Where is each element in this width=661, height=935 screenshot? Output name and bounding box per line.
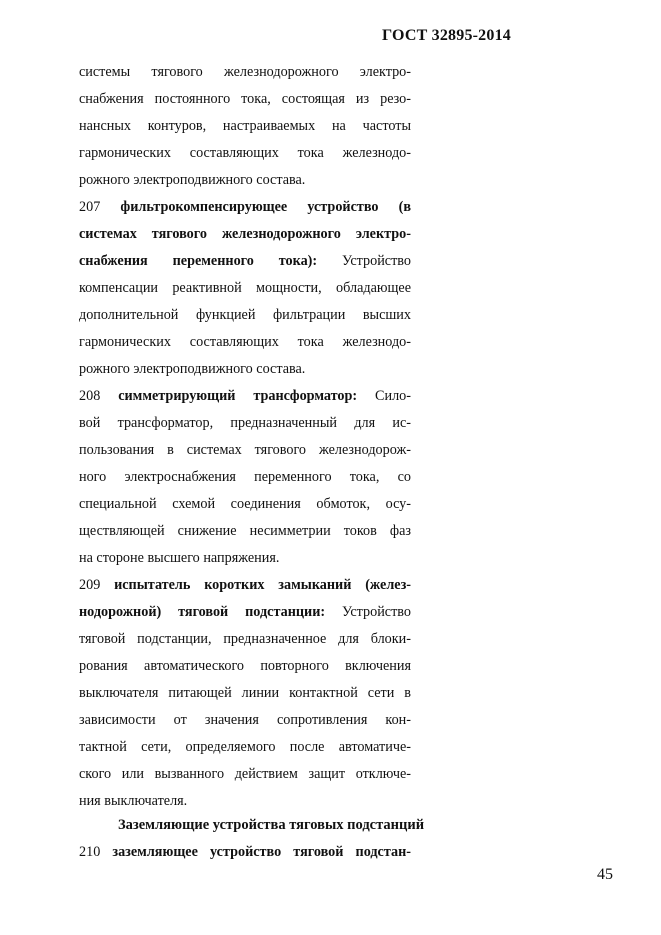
text-line: нансных контуров, настраиваемых на частоты xyxy=(79,118,411,134)
term-name: фильтрокомпенсирующее устройство (в xyxy=(120,199,411,215)
term-number: 210 xyxy=(79,844,101,860)
text-line: ния выключателя. xyxy=(79,793,188,809)
term-name: нодорожной) тяговой подстанции: xyxy=(79,604,326,620)
term-number: 209 xyxy=(79,577,101,593)
text-line: гармонических составляющих тока железнодо- xyxy=(79,334,411,350)
text-line: вой трансформатор, предназначенный для ис- xyxy=(79,415,411,431)
term-definition: Устройство xyxy=(325,604,412,620)
text-line: на стороне высшего напряжения. xyxy=(79,550,280,566)
text-line: пользования в системах тягового железнодорож- xyxy=(79,442,411,458)
term-entry-207 xyxy=(79,197,411,217)
term-name: системах тягового железнодорожного электро- xyxy=(79,226,411,242)
term-entry-210 xyxy=(79,842,411,862)
text-line: ществляющей снижение несимметрии токов фаз xyxy=(79,523,411,539)
term-number: 207 xyxy=(79,199,101,215)
text-line: рования автоматического повторного включения xyxy=(79,658,411,674)
section-subheading: Заземляющие устройства тяговых подстанций xyxy=(118,817,425,833)
text-line: специальной схемой соединения обмоток, осу- xyxy=(79,496,411,512)
page-number: 45 xyxy=(597,866,613,883)
text-line: системы тягового железнодорожного электро- xyxy=(79,64,411,80)
text-line: ного электроснабжения переменного тока, со xyxy=(79,469,411,485)
text-line: гармонических составляющих тока железнодо- xyxy=(79,145,411,161)
text-line: зависимости от значения сопротивления кон- xyxy=(79,712,411,728)
text-line: выключателя питающей линии контактной сети в xyxy=(79,685,411,701)
term-entry-208 xyxy=(79,386,411,406)
term-number: 208 xyxy=(79,388,101,404)
term-name: симметрирующий трансформатор: xyxy=(118,388,358,404)
term-name: испытатель коротких замыканий (желез- xyxy=(114,577,411,593)
term-entry-209 xyxy=(79,575,411,595)
text-line: тактной сети, определяемого после автоматиче- xyxy=(79,739,411,755)
text-line: рожного электроподвижного состава. xyxy=(79,172,306,188)
term-name: снабжения переменного тока): xyxy=(79,253,318,269)
text-line: тяговой подстанции, предназначенное для блоки- xyxy=(79,631,411,647)
term-definition: Сило- xyxy=(357,388,411,404)
text-line: снабжения постоянного тока, состоящая из резо- xyxy=(79,91,411,107)
term-definition: Устройство xyxy=(317,253,411,269)
page-header: ГОСТ 32895-2014 xyxy=(382,27,511,44)
term-name: заземляющее устройство тяговой подстан- xyxy=(112,844,411,860)
text-line: дополнительной функцией фильтрации высших xyxy=(79,307,411,323)
text-line xyxy=(79,602,411,622)
text-line: компенсации реактивной мощности, обладающее xyxy=(79,280,411,296)
text-line: рожного электроподвижного состава. xyxy=(79,361,306,377)
text-line xyxy=(79,251,411,271)
text-line: ского или вызванного действием защит отключе- xyxy=(79,766,411,782)
